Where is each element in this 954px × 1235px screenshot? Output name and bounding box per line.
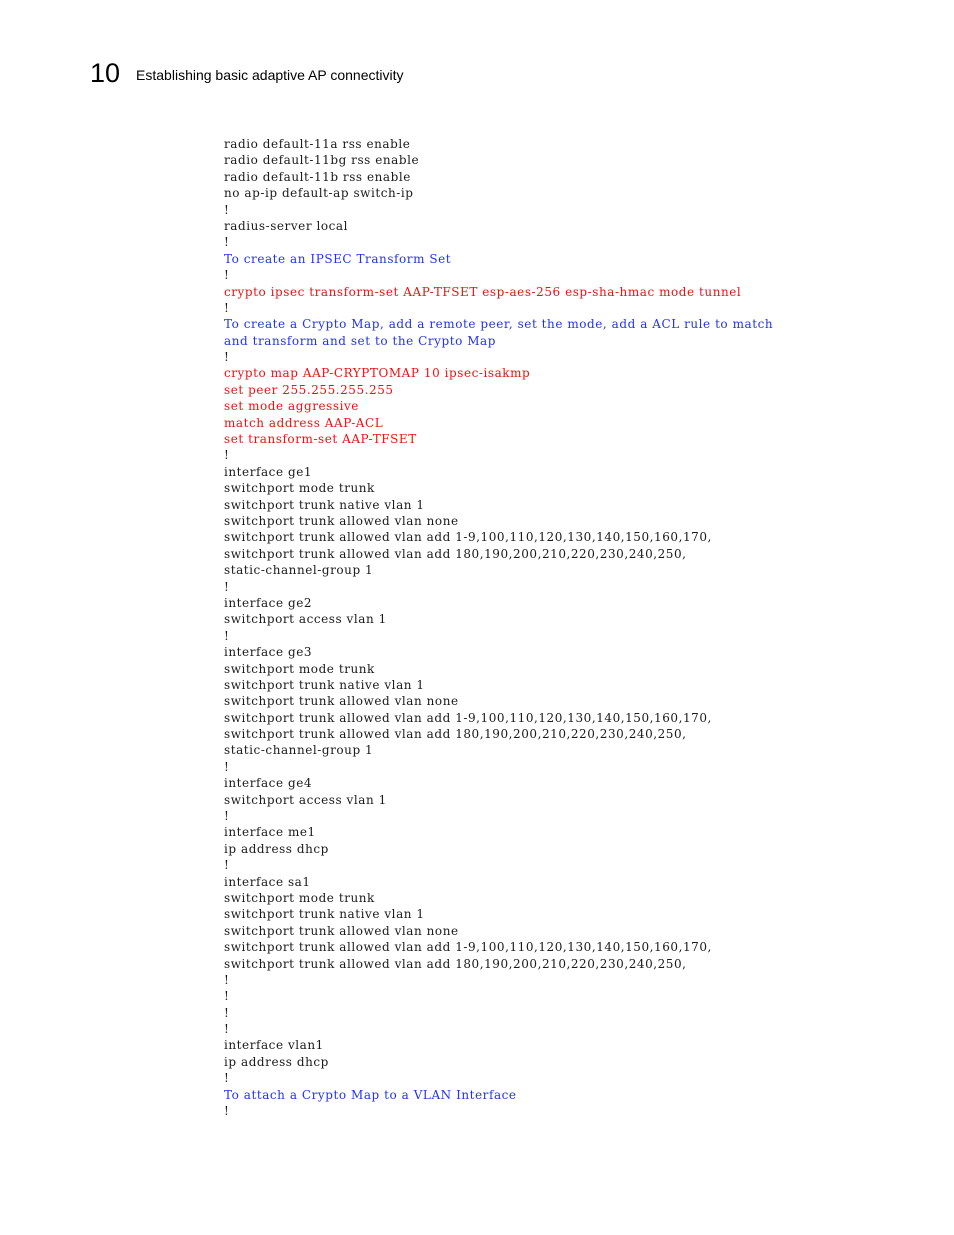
code-line: !	[224, 350, 230, 365]
code-line: !	[224, 759, 230, 774]
code-line: switchport trunk allowed vlan add 1-9,100,110,120,130,140,150,160,170,	[224, 710, 712, 725]
code-line: ip address dhcp	[224, 1054, 329, 1069]
code-line: switchport trunk native vlan 1	[224, 497, 425, 512]
code-line: !	[224, 202, 230, 217]
code-highlight-line: crypto map AAP-CRYPTOMAP 10 ipsec-isakmp	[224, 366, 531, 381]
code-line: !	[224, 1005, 230, 1020]
chapter-number: 10	[90, 58, 121, 88]
code-line: radio default-11a rss enable	[224, 137, 411, 151]
code-line: !	[224, 1022, 230, 1037]
code-line: switchport trunk allowed vlan add 1-9,100,110,120,130,140,150,160,170,	[224, 940, 712, 955]
code-line: interface sa1	[224, 874, 311, 889]
code-line: switchport trunk native vlan 1	[224, 907, 425, 922]
code-line: switchport access vlan 1	[224, 612, 387, 627]
code-line: !	[224, 1104, 230, 1119]
code-comment-line: and transform and set to the Crypto Map	[224, 333, 496, 348]
code-line: static-channel-group 1	[224, 743, 374, 758]
code-line: interface me1	[224, 825, 316, 840]
code-line: !	[224, 858, 230, 873]
code-line: static-channel-group 1	[224, 563, 374, 578]
code-line: interface ge1	[224, 464, 313, 479]
code-comment-line: To attach a Crypto Map to a VLAN Interface	[224, 1087, 517, 1102]
code-line: radius-server local	[224, 218, 349, 233]
code-line: !	[224, 579, 230, 594]
code-line: ip address dhcp	[224, 841, 329, 856]
code-line: !	[224, 809, 230, 824]
code-line: !	[224, 448, 230, 463]
code-line: !	[224, 989, 230, 1004]
code-line: switchport trunk allowed vlan add 1-9,100,110,120,130,140,150,160,170,	[224, 530, 712, 545]
code-line: !	[224, 628, 230, 643]
code-line: interface ge4	[224, 776, 313, 791]
code-highlight-line: set mode aggressive	[224, 399, 359, 414]
code-line: !	[224, 1071, 230, 1086]
code-line: no ap-ip default-ap switch-ip	[224, 186, 414, 201]
code-line: switchport access vlan 1	[224, 792, 387, 807]
code-line: interface ge2	[224, 595, 313, 610]
code-highlight-line: crypto ipsec transform-set AAP-TFSET esp-aes-256 esp-sha-hmac mode tunnel	[224, 284, 742, 299]
code-line: switchport trunk allowed vlan add 180,190,200,210,220,230,240,250,	[224, 546, 687, 561]
code-line: switchport trunk allowed vlan add 180,190,200,210,220,230,240,250,	[224, 727, 687, 742]
code-line: interface vlan1	[224, 1038, 324, 1053]
code-line: switchport trunk native vlan 1	[224, 677, 425, 692]
code-line: switchport trunk allowed vlan none	[224, 694, 459, 709]
code-line: interface ge3	[224, 645, 313, 660]
page-header	[90, 54, 404, 88]
code-listing	[224, 136, 924, 1119]
code-highlight-line: match address AAP-ACL	[224, 415, 384, 430]
code-line: switchport trunk allowed vlan none	[224, 923, 459, 938]
chapter-title: Establishing basic adaptive AP connectivity	[136, 67, 404, 83]
code-line: switchport trunk allowed vlan add 180,190,200,210,220,230,240,250,	[224, 956, 687, 971]
code-line: switchport mode trunk	[224, 890, 375, 905]
code-line: switchport mode trunk	[224, 481, 375, 496]
code-line: !	[224, 300, 230, 315]
code-line: radio default-11b rss enable	[224, 169, 411, 184]
code-line: radio default-11bg rss enable	[224, 153, 420, 168]
code-comment-line: To create a Crypto Map, add a remote peer, set the mode, add a ACL rule to match	[224, 317, 774, 332]
code-comment-line: To create an IPSEC Transform Set	[224, 251, 452, 266]
code-line: !	[224, 235, 230, 250]
code-line: !	[224, 972, 230, 987]
code-line: !	[224, 268, 230, 283]
code-highlight-line: set peer 255.255.255.255	[224, 382, 394, 397]
code-line: switchport mode trunk	[224, 661, 375, 676]
code-line: switchport trunk allowed vlan none	[224, 513, 459, 528]
code-highlight-line: set transform-set AAP-TFSET	[224, 432, 417, 447]
